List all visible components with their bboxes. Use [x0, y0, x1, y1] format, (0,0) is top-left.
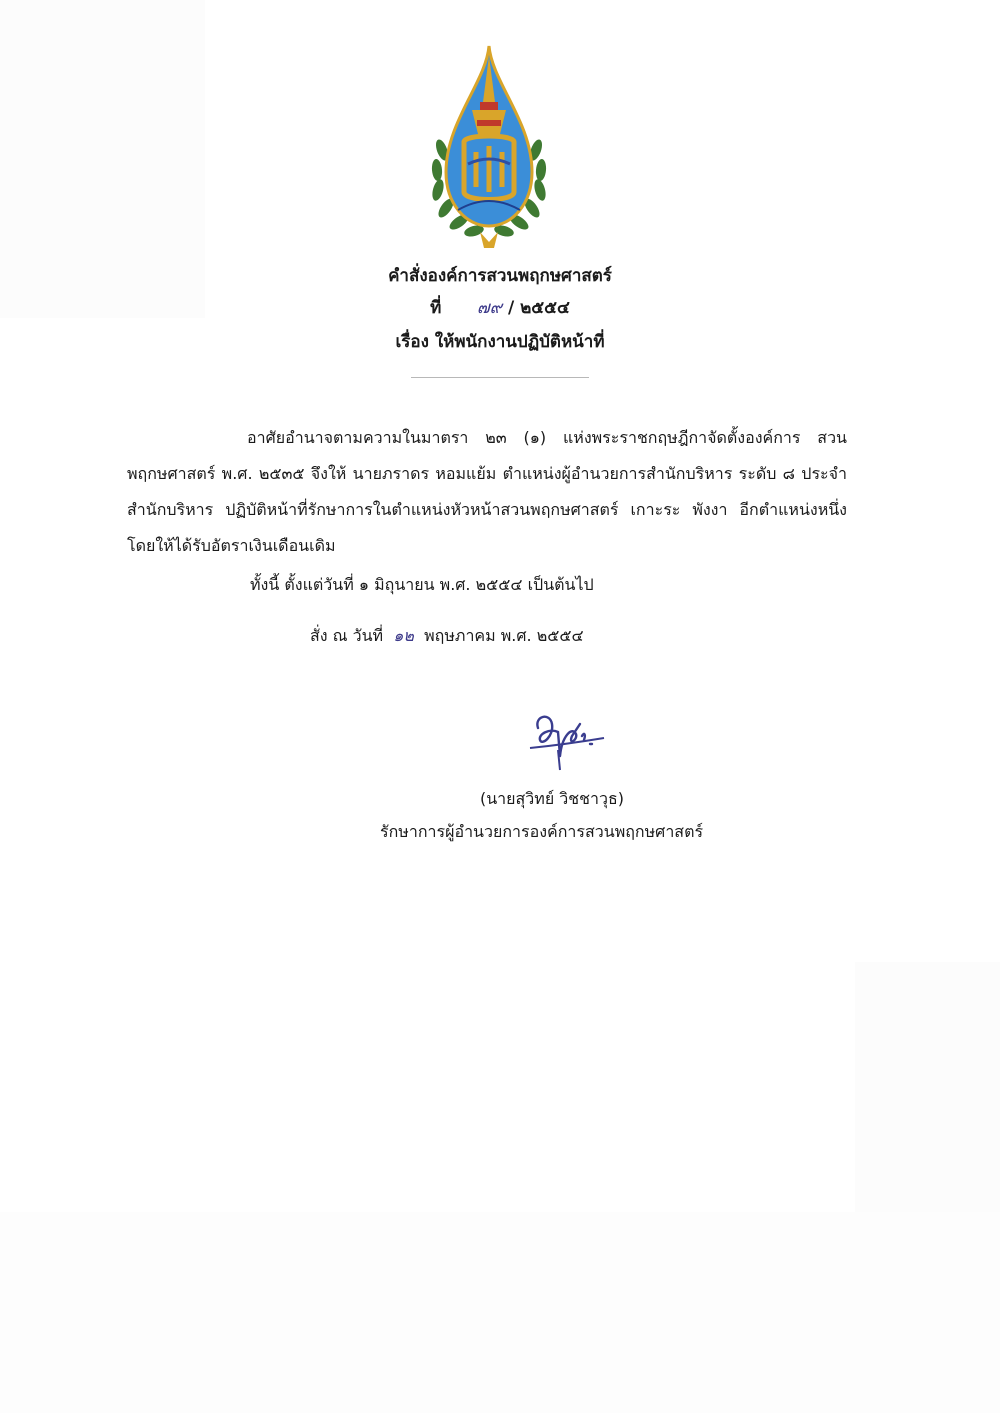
scan-background-tint — [0, 1212, 1000, 1413]
botanical-garden-emblem-icon — [428, 42, 550, 252]
order-subject: เรื่อง ให้พนักงานปฏิบัติหน้าที่ — [395, 332, 605, 352]
signatory-name: (นายสุวิทย์ วิชชาวุธ) — [480, 789, 624, 808]
order-date — [310, 624, 584, 649]
order-number-value: ๗๙ — [476, 298, 503, 318]
order-date-day: ๑๒ — [393, 626, 414, 645]
scan-background-tint — [855, 962, 1000, 1212]
divider — [411, 377, 589, 378]
order-date-suffix: พฤษภาคม พ.ศ. ๒๕๕๔ — [424, 626, 584, 645]
body-paragraph-text: อาศัยอำนาจตามความในมาตรา ๒๓ (๑) แห่งพระราชกฤษฎีกาจัดตั้งองค์การ สวนพฤกษศาสตร์ พ.ศ. ๒๕๓๕ จึงให้ นายภราดร หอมแย้ม ตำแหน่งผู้อำนวยการสำนักบริหาร ระดับ ๘ ประจำสำนักบริหาร ปฏิบัติหน้าที่รักษาการในตำแหน่งหัวหน้าสวนพฤกษศาสตร์ เกาะระ พังงา อีกตำแหน่งหนึ่งโดยให้ได้รับอัตราเงินเดือนเดิม — [127, 428, 847, 555]
order-number-year: / ๒๕๕๔ — [507, 298, 570, 318]
order-title: คำสั่งองค์การสวนพฤกษศาสตร์ — [388, 266, 612, 286]
order-number — [0, 294, 1000, 321]
handwritten-signature — [520, 706, 610, 774]
signatory-title: รักษาการผู้อำนวยการองค์การสวนพฤกษศาสตร์ — [380, 822, 704, 841]
effective-date: ทั้งนี้ ตั้งแต่วันที่ ๑ มิถุนายน พ.ศ. ๒๕๕๔ เป็นต้นไป — [250, 575, 594, 594]
body-paragraph — [127, 420, 847, 564]
order-date-prefix: สั่ง ณ วันที่ — [310, 626, 384, 645]
order-number-label: ที่ — [430, 298, 442, 318]
